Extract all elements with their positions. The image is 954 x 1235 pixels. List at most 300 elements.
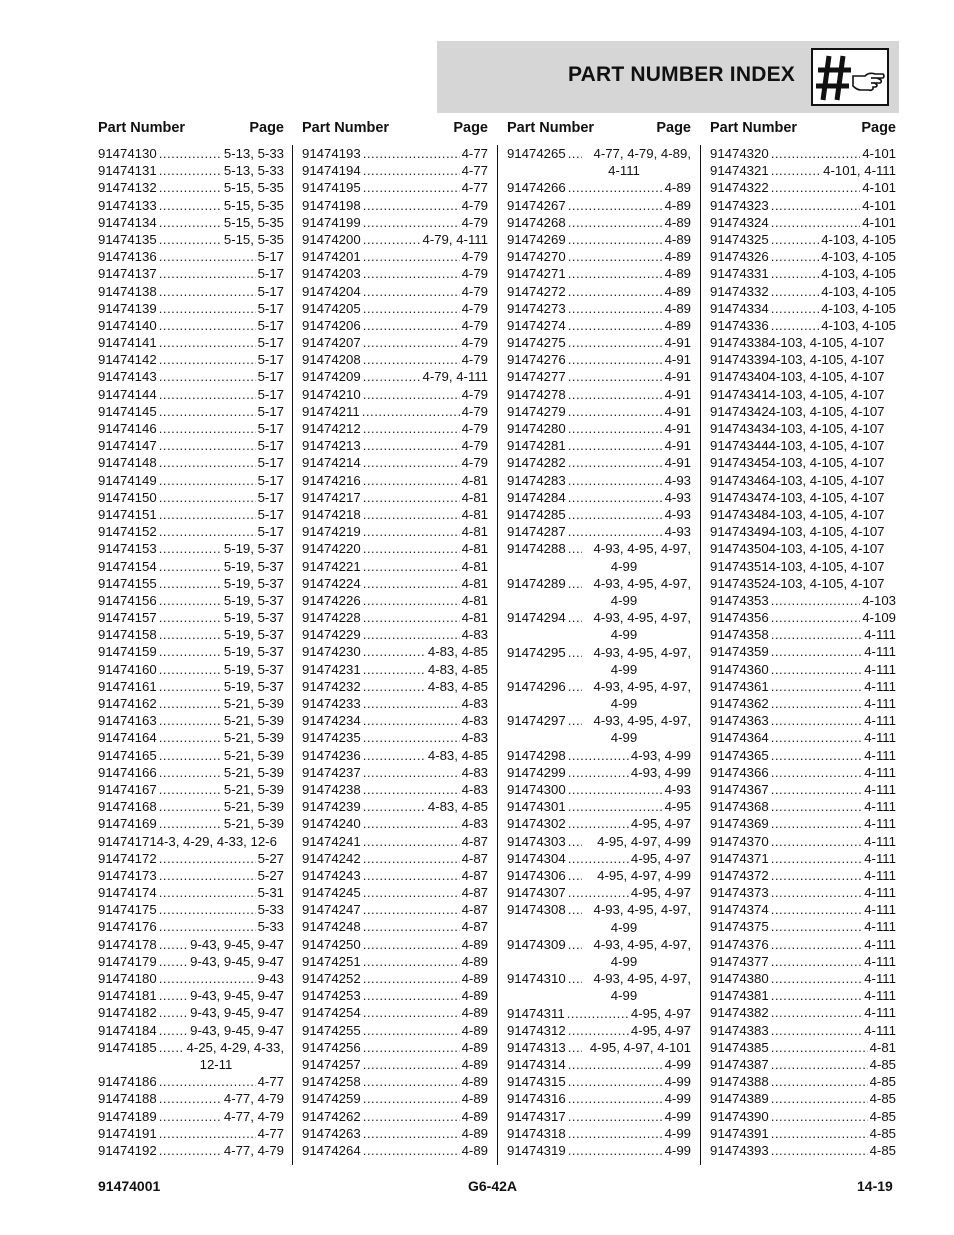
part-number: 91474217 [302,489,361,505]
leader-dots [363,1056,460,1073]
page-reference: 4-111 [864,919,896,935]
leader-dots [771,678,863,695]
part-number: 91474175 [98,902,157,918]
index-entry [302,918,488,935]
index-entry [302,936,488,953]
index-entry [302,884,488,901]
page-reference: 4-79 [461,455,488,471]
leader-dots [363,334,460,351]
index-entry [98,575,284,592]
page-reference: 4-99 [664,1057,691,1073]
index-entry [710,661,896,678]
page-reference: 4-81 [461,472,488,488]
index-entry [302,403,488,420]
part-number: 91474363 [710,713,769,729]
leader-dots [159,454,256,471]
index-entry [507,781,691,798]
part-number: 91474137 [98,266,157,282]
leader-dots [159,523,256,540]
page-reference: 4-79 [461,317,488,333]
part-number: 91474131 [98,163,157,179]
page-reference: 4-93, 4-95, 4-97, [593,902,691,918]
page-reference: 5-17 [257,249,284,265]
index-entry [710,1039,896,1056]
page-reference: 4-79 [461,386,488,402]
header-part-number: Part Number [302,120,390,136]
leader-dots [771,695,863,712]
page-reference: 4-93, 4-95, 4-97, [593,936,691,952]
page-reference: 4-95, 4-97 [630,885,691,901]
part-number: 91474136 [98,249,157,265]
page-reference: 4-91 [664,386,691,402]
page-reference: 4-103 [862,592,896,608]
index-entry [710,420,896,437]
part-number: 91474226 [302,592,361,608]
leader-dots [568,454,663,471]
page-reference: 4-103, 4-105 [821,231,896,247]
part-number: 91474159 [98,644,157,660]
index-entry [507,472,691,489]
leader-dots [363,781,460,798]
page-reference: 5-27 [257,867,284,883]
part-number: 91474315 [507,1074,566,1090]
part-number: 91474259 [302,1091,361,1107]
leader-dots [159,815,222,832]
page-reference: 4-93, 4-95, 4-97, [593,610,691,626]
page-reference: 4-87 [461,885,488,901]
index-entry [710,953,896,970]
page-reference: 5-19, 5-37 [223,627,284,643]
index-entry [98,953,284,970]
part-number: 91474134 [98,214,157,230]
index-entry [98,472,284,489]
part-number: 91474273 [507,300,566,316]
page-reference: 4-79 [461,403,488,419]
index-entry [710,454,896,471]
index-entry [710,833,896,850]
leader-dots [363,1125,460,1142]
leader-dots [159,1073,256,1090]
part-number: 91474252 [302,971,361,986]
page-reference: 4-79, 4-111 [422,231,488,247]
index-entry [302,179,488,196]
leader-dots [771,214,861,231]
leader-dots [771,145,861,162]
part-number: 91474371 [710,850,769,866]
leader-dots [568,1073,663,1090]
part-number: 914743394-103, 4-105, 4-107 [710,352,885,368]
header-page: Page [656,120,691,136]
leader-dots [568,368,663,385]
page-reference: 4-85 [869,1091,896,1107]
index-entry [98,248,284,265]
index-entry [507,867,691,884]
part-number: 91474169 [98,816,157,832]
page-reference: 4-111 [864,713,896,729]
page-reference: 4-95, 4-97 [630,1022,691,1038]
index-entry [98,214,284,231]
leader-dots [363,351,460,368]
index-entry [302,1142,488,1159]
page-reference: 4-89 [664,249,691,265]
part-number: 914743434-103, 4-105, 4-107 [710,421,885,436]
header-part-number: Part Number [507,120,595,136]
leader-dots [568,575,582,592]
leader-dots [568,884,629,901]
index-entry [710,1108,896,1125]
index-entry [302,643,488,660]
part-number: 91474254 [302,1005,361,1021]
page-reference: 4-111 [864,988,896,1004]
leader-dots [568,747,629,764]
part-number: 91474324 [710,214,769,230]
page-reference: 4-111 [864,696,896,711]
index-entry [710,403,896,420]
page-reference: 4-81 [869,1039,896,1055]
page-reference: 4-111 [864,971,896,986]
index-entry [98,643,284,660]
index-entry [98,558,284,575]
page-reference: 4-79 [461,197,488,213]
leader-dots [568,867,582,884]
leader-dots [568,489,663,506]
leader-dots [363,386,460,403]
index-column-1 [98,119,284,1164]
page-reference: 4-95, 4-97 [630,1005,691,1021]
index-entry [507,351,691,368]
page-reference: 4-81 [461,575,488,591]
leader-dots [568,214,663,231]
index-entry [710,231,896,248]
part-number: 914743494-103, 4-105, 4-107 [710,524,885,540]
leader-dots [159,953,188,970]
page-reference: 4-111 [864,764,896,780]
page-reference: 4-109 [862,610,896,626]
index-entry [98,661,284,678]
part-number: 914743424-103, 4-105, 4-107 [710,403,885,419]
page-reference: 4-99 [664,1108,691,1124]
part-number: 91474210 [302,386,361,402]
part-number: 91474382 [710,1005,769,1021]
index-entry [710,489,896,506]
index-entry [507,334,691,351]
page-reference: 4-79 [461,352,488,368]
page-reference: 4-101 [862,197,896,213]
index-entry [507,403,691,420]
page-reference: 4-99 [664,1074,691,1090]
leader-dots [568,420,663,437]
index-entry [98,833,284,850]
index-entry [302,317,488,334]
page-reference: 4-81 [461,524,488,540]
part-number: 91474381 [710,988,769,1004]
leader-dots [159,145,222,162]
page-reference: 4-83, 4-85 [427,747,488,763]
index-entry [302,815,488,832]
leader-dots [159,867,256,884]
page-reference: 4-89 [461,1039,488,1055]
index-entry [710,987,896,1004]
page-reference: 4-83 [461,764,488,780]
part-number: 91474199 [302,214,361,230]
leader-dots [159,231,222,248]
page-reference: 4-79, 4-111 [422,369,488,385]
part-number: 91474241 [302,833,361,849]
index-entry [507,489,691,506]
index-entry [710,575,896,592]
page-reference: 5-19, 5-37 [223,610,284,626]
part-number: 91474281 [507,438,566,454]
leader-dots [771,901,863,918]
page-reference: 4-93, 4-95, 4-97, [593,713,691,729]
part-number: 91474383 [710,1022,769,1038]
leader-dots [568,351,663,368]
leader-dots [159,729,222,746]
index-entry [507,1022,691,1039]
leader-dots [159,798,222,815]
page-reference: 5-21, 5-39 [223,799,284,815]
leader-dots [363,764,460,781]
page-reference-continued: 4-99 [610,988,638,1004]
page-reference: 4-111 [864,1022,896,1038]
leader-dots [363,850,460,867]
part-number: 91474307 [507,885,566,901]
index-entry [507,678,691,712]
index-entry [710,145,896,162]
leader-dots [771,231,820,248]
part-number: 91474368 [710,799,769,815]
page-reference: 4-85 [869,1056,896,1072]
part-number: 91474356 [710,610,769,626]
part-number: 91474367 [710,781,769,797]
index-entry [302,953,488,970]
part-number: 91474209 [302,369,361,385]
part-number: 91474282 [507,455,566,471]
part-number: 91474268 [507,214,566,230]
leader-dots [363,248,460,265]
index-entry [710,747,896,764]
page-reference: 5-19, 5-37 [223,575,284,591]
leader-dots [363,197,460,214]
leader-dots [568,901,582,918]
page-reference: 4-83 [461,696,488,711]
header-page: Page [861,120,896,136]
index-entry [98,1090,284,1107]
part-number: 91474138 [98,283,157,299]
page-reference: 4-93, 4-95, 4-97, [593,678,691,694]
part-number: 91474236 [302,747,361,763]
page-reference: 4-103, 4-105 [821,283,896,299]
leader-dots [771,936,863,953]
page-reference: 4-89 [461,1108,488,1124]
part-number: 91474163 [98,713,157,729]
leader-dots [363,575,460,592]
index-entry [98,506,284,523]
index-entry [507,815,691,832]
leader-dots [771,592,861,609]
page-reference: 9-43, 9-45, 9-47 [190,1022,284,1038]
index-entry [710,317,896,334]
leader-dots [363,506,460,523]
part-number: 91474158 [98,627,157,643]
part-number: 91474173 [98,867,157,883]
index-entry [98,317,284,334]
page-reference: 4-103, 4-105 [821,300,896,316]
page-reference: 4-99 [664,1125,691,1141]
page-reference: 5-19, 5-37 [223,558,284,574]
page-reference: 4-81 [461,541,488,557]
leader-dots [771,953,863,970]
index-entry [710,781,896,798]
leader-dots [159,970,256,987]
part-number: 914743484-103, 4-105, 4-107 [710,506,885,522]
part-number: 91474195 [302,180,361,196]
leader-dots [771,609,861,626]
leader-dots [159,472,256,489]
part-number: 91474147 [98,438,157,454]
page-reference: 4-111 [864,644,896,660]
part-number: 91474237 [302,764,361,780]
index-entry [302,592,488,609]
leader-dots [159,747,222,764]
header-page: Page [453,120,488,136]
part-number: 91474276 [507,352,566,368]
part-number: 91474248 [302,919,361,935]
leader-dots [568,179,663,196]
index-entry [710,678,896,695]
index-entry [710,506,896,523]
part-number: 91474278 [507,386,566,402]
part-number: 91474283 [507,472,566,488]
index-entry [507,901,691,935]
index-entry [507,609,691,643]
column-header [710,119,896,145]
index-entry [98,609,284,626]
index-entry [507,712,691,746]
page-reference: 9-43 [257,971,284,986]
part-number: 91474313 [507,1039,566,1055]
index-entry [302,712,488,729]
leader-dots [159,558,222,575]
index-entry [98,300,284,317]
index-entry [302,558,488,575]
leader-dots [771,867,863,884]
part-number: 91474212 [302,421,361,436]
page-reference: 5-21, 5-39 [223,816,284,832]
part-number: 91474267 [507,197,566,213]
leader-dots [771,300,820,317]
header-part-number: Part Number [98,120,186,136]
part-number: 91474263 [302,1125,361,1141]
leader-dots [568,936,582,953]
index-entry [710,970,896,987]
column-header [98,119,284,145]
leader-dots [363,678,426,695]
leader-dots [771,747,863,764]
index-column-2 [302,119,488,1164]
part-number: 91474166 [98,764,157,780]
part-number: 91474296 [507,678,566,694]
page-reference: 4-111 [864,936,896,952]
part-number: 91474192 [98,1142,157,1158]
index-entry [302,334,488,351]
leader-dots [159,1125,256,1142]
leader-dots [568,1022,629,1039]
page-reference: 4-103, 4-105 [821,249,896,265]
part-number: 91474364 [710,730,769,746]
index-entry [98,489,284,506]
leader-dots [771,884,863,901]
part-number: 91474178 [98,936,157,952]
leader-dots [568,248,663,265]
leader-dots [159,506,256,523]
leader-dots [363,420,460,437]
page-reference: 4-77 [257,1074,284,1090]
index-entry [507,575,691,609]
part-number: 91474160 [98,661,157,677]
part-number: 91474157 [98,610,157,626]
leader-dots [363,970,460,987]
leader-dots [363,936,460,953]
part-number: 91474139 [98,300,157,316]
page-reference: 4-77 [461,180,488,196]
leader-dots [363,592,460,609]
index-entry [507,747,691,764]
index-entry [302,764,488,781]
index-entry [98,918,284,935]
part-number: 91474300 [507,782,566,798]
index-entry [507,454,691,471]
part-number: 91474312 [507,1022,566,1038]
index-entry [302,231,488,248]
leader-dots [771,918,863,935]
part-number: 91474251 [302,953,361,969]
leader-dots [771,1090,868,1107]
part-number: 91474214 [302,455,361,471]
part-number: 91474181 [98,988,157,1004]
page-reference: 4-91 [664,369,691,385]
index-entry [507,1142,691,1159]
part-number: 91474353 [710,592,769,608]
index-entries [710,145,896,1159]
part-number: 91474331 [710,266,769,282]
leader-dots [771,1004,863,1021]
leader-dots [771,970,863,987]
part-number: 91474216 [302,472,361,488]
page-reference: 5-17 [257,455,284,471]
leader-dots [363,798,426,815]
page-reference: 4-95, 4-97 [630,850,691,866]
index-entry [710,472,896,489]
leader-dots [363,368,421,385]
index-entry [302,798,488,815]
index-entry [507,214,691,231]
page-reference: 4-81 [461,506,488,522]
part-number: 91474224 [302,575,361,591]
page-reference: 4-95 [664,799,691,815]
column-header [302,119,488,145]
page-reference: 9-43, 9-45, 9-47 [190,953,284,969]
leader-dots [159,712,222,729]
index-entry [710,1090,896,1107]
header-part-number: Part Number [710,120,798,136]
leader-dots [771,712,863,729]
page-reference: 4-111 [864,833,896,849]
leader-dots [363,454,460,471]
part-number: 91474362 [710,696,769,711]
index-entry [302,901,488,918]
page-reference: 4-101 [862,214,896,230]
